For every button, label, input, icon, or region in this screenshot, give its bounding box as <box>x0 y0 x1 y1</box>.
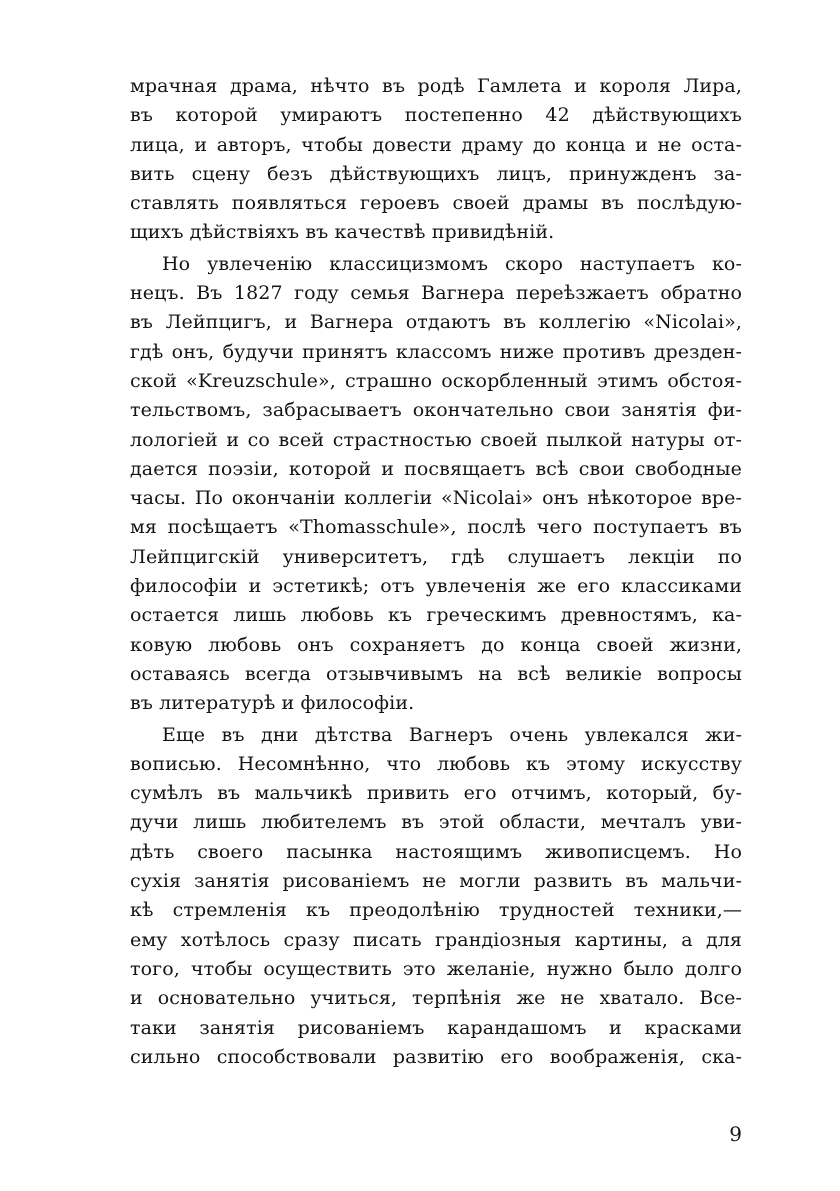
text-line: дѣть своего пасынка настоящимъ живописцемъ. Но <box>130 840 742 863</box>
text-line: Лейпцигскiй университетъ, гдѣ слушаетъ лекцiи по <box>130 545 742 568</box>
text-line: ставлять появляться героевъ своей драмы въ послѣдую- <box>130 192 742 215</box>
text-line: мрачная драма, нѣчто въ родѣ Гамлета и короля Лира, <box>130 75 742 97</box>
text-line: и основательно учиться, терпѣнiя же не хватало. Все- <box>130 987 742 1010</box>
text-line: оставаясь всегда отзывчивымъ на всѣ великiе вопросы <box>130 662 742 685</box>
text-line: нецъ. Въ 1827 году семья Вагнера переѣзжаетъ обратно <box>130 282 742 305</box>
text-line: вописью. Несомнѣнно, что любовь къ этому искусству <box>130 752 742 775</box>
body-text <box>130 72 742 1074</box>
text-line: лица, и авторъ, чтобы довести драму до конца и не оста- <box>130 133 742 156</box>
text-line: дучи лишь любителемъ въ этой области, мечталъ уви- <box>130 811 742 834</box>
page-number: 9 <box>729 1122 742 1146</box>
text-line: щихъ дѣйствiяхъ въ качествѣ привидѣнiй. <box>130 221 555 244</box>
text-line: остается лишь любовь къ греческимъ древностямъ, ка- <box>130 604 742 627</box>
text-line: тельствомъ, забрасываетъ окончательно свои занятiя фи- <box>130 399 742 422</box>
text-line: Но увлеченiю классицизмомъ скоро наступаетъ ко- <box>162 252 742 275</box>
text-line: въ Лейпцигъ, и Вагнера отдаютъ въ коллегiю «Nicolai», <box>130 311 742 334</box>
text-line: гдѣ онъ, будучи принятъ классомъ ниже противъ дрезден- <box>130 340 742 363</box>
text-line: философiи и эстетикѣ; отъ увлеченiя же его классиками <box>130 575 742 598</box>
paragraph-3 <box>130 721 742 1073</box>
paragraph-1 <box>130 72 742 248</box>
text-line: кѣ стремленiя къ преодолѣнiю трудностей техники,— <box>130 899 742 922</box>
text-line: ему хотѣлось сразу писать грандiозныя картины, а для <box>130 928 742 951</box>
text-line: вить сцену безъ дѣйствующихъ лицъ, принужденъ за- <box>130 162 742 185</box>
text-line: ковую любовь онъ сохраняетъ до конца своей жизни, <box>130 633 742 656</box>
text-line: сильно способствовали развитiю его воображенiя, ска- <box>130 1045 742 1068</box>
text-line: того, чтобы осуществить это желанiе, нужно было долго <box>130 957 742 980</box>
text-line: въ которой умираютъ постепенно 42 дѣйствующихъ <box>130 104 742 127</box>
text-line: часы. По окончанiи коллегiи «Nicolai» онъ нѣкоторое вре- <box>130 487 742 510</box>
text-line: ской «Kreuzschule», страшно оскорбленный этимъ обстоя- <box>130 369 742 392</box>
text-line: Еще въ дни дѣтства Вагнеръ очень увлекался жи- <box>162 723 742 746</box>
text-line: мя посѣщаетъ «Thomasschule», послѣ чего поступаетъ въ <box>130 516 742 539</box>
text-line: сумѣлъ въ мальчикѣ привить его отчимъ, который, бу- <box>130 782 742 805</box>
paragraph-2 <box>130 250 742 719</box>
text-line: въ литературѣ и философiи. <box>130 692 415 715</box>
text-line: дается поэзiи, которой и посвящаетъ всѣ свои свободные <box>130 457 742 480</box>
text-line: таки занятiя рисованiемъ карандашомъ и красками <box>130 1016 742 1039</box>
text-line: лологiей и со всей страстностью своей пылкой натуры от- <box>130 428 742 451</box>
text-line: сухiя занятiя рисованiемъ не могли развить въ мальчи- <box>130 870 742 893</box>
